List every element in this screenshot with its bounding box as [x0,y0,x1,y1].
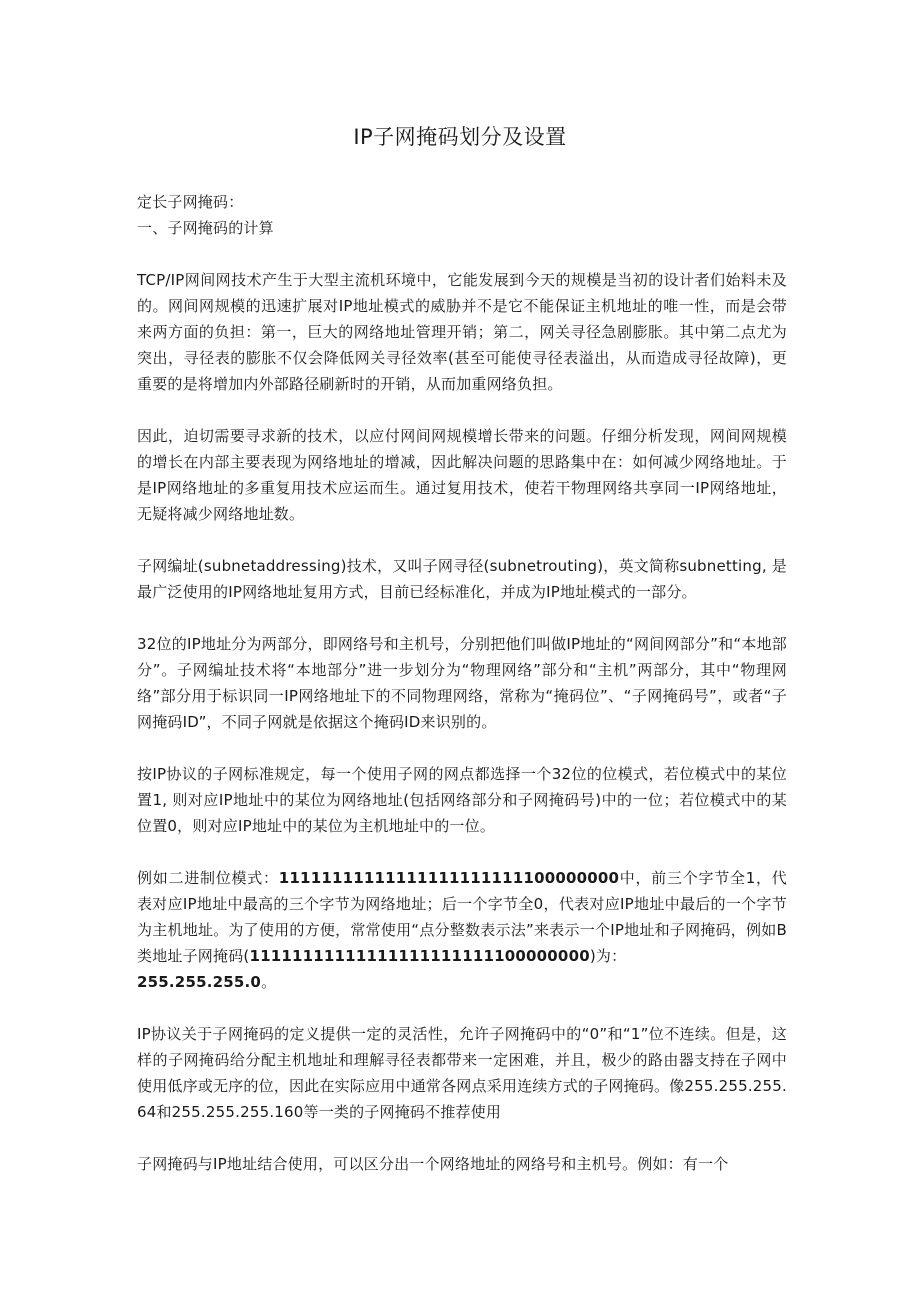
binary-mask-2: 11111111111111111111111100000000 [249,947,590,965]
example-text-4: 。 [261,973,277,991]
dotted-mask: 255.255.255.0 [137,973,262,991]
paragraph-tcpip-growth: TCP/IP网间网技术产生于大型主流机环境中，它能发展到今天的规模是当初的设计者们始料未及的。网间网规模的迅速扩展对IP地址模式的威胁并不是它不能保证主机地址的唯一性，而是会带来两方面的负担：第一，巨大的网络地址管理开销；第二，网关寻径急剧膨胀。其中第二点尤为突出，寻径表的膨胀不仅会降低网关寻径效率(甚至可能使寻径表溢出，从而造成寻径故障)，更重要的是将增加内外部路径刷新时的开销，从而加重网络负担。 [137,271,787,393]
paragraph-bit-pattern-rule: 按IP协议的子网标准规定，每一个使用子网的网点都选择一个32位的位模式，若位模式中的某位置1, 则对应IP地址中的某位为网络地址(包括网络部分和子网掩码号)中的一位；若位模式中的某位置0，则对应IP地址中的某位为主机地址中的一位。 [137,765,787,835]
subsection-label: 一、子网掩码的计算 [137,219,274,237]
paragraph-binary-example [137,865,787,995]
paragraph-mask-usage: 子网掩码与IP地址结合使用，可以区分出一个网络地址的网络号和主机号。例如：有一个 [137,1155,729,1173]
paragraph-noncontiguous-mask: IP协议关于子网掩码的定义提供一定的灵活性，允许子网掩码中的“0”和“1”位不连续。但是，这样的子网掩码给分配主机地址和理解寻径表都带来一定困难，并且，极少的路由器支持在子网中使用低序或无序的位，因此在实际应用中通常各网点采用连续方式的子网掩码。像255.255.255.64和255.255.255.160等一类的子网掩码不推荐使用 [137,1025,787,1121]
document-title: IP子网掩码划分及设置 [353,125,567,149]
example-text-3: )为： [589,947,627,965]
section-label: 定长子网掩码： [137,193,244,211]
paragraph-subnet-addressing: 子网编址(subnetaddressing)技术，又叫子网寻径(subnetrouting)，英文简称subnetting, 是最广泛使用的IP网络地址复用方式，目前已经标准化，并成为IP地址模式的一部分。 [137,557,787,601]
binary-mask-1: 11111111111111111111111100000000 [278,869,620,887]
example-text-2: 中，前三个字节全1，代表对应IP地址中最高的三个字节为网络地址；后一个字节全0，代表对应IP地址中最后的一个字节为主机地址。为了使用的方便，常常使用“点分整数表示法”来表示一个IP地址和子网掩码，例如B类地址子网掩码( [137,869,787,965]
example-text-1: 例如二进制位模式： [137,869,279,887]
paragraph-ip-parts: 32位的IP地址分为两部分，即网络号和主机号，分别把他们叫做IP地址的“网间网部分”和“本地部分”。子网编址技术将“本地部分”进一步划分为“物理网络”部分和“主机”两部分，其中“物理网络”部分用于标识同一IP网络地址下的不同物理网络，常称为“掩码位”、“子网掩码号”，或者“子网掩码ID”，不同子网就是依据这个掩码ID来识别的。 [137,635,787,731]
document-body [137,189,787,1203]
paragraph-address-reuse: 因此，迫切需要寻求新的技术，以应付网间网规模增长带来的问题。仔细分析发现，网间网规模的增长在内部主要表现为网络地址的增减，因此解决问题的思路集中在：如何减少网络地址。于是IP网络地址的多重复用技术应运而生。通过复用技术，使若干物理网络共享同一IP网络地址，无疑将减少网络地址数。 [137,427,787,523]
